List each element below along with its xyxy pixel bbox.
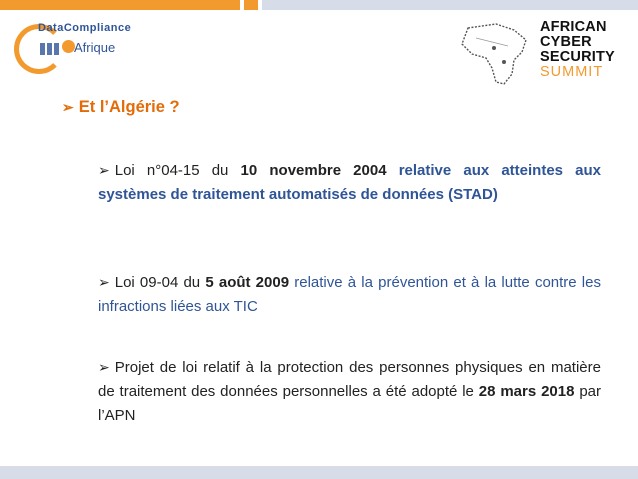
bullet-item-3 <box>98 355 601 428</box>
acs-line-african: AFRICAN <box>540 19 607 35</box>
african-cyber-security-summit-logo <box>456 18 632 90</box>
bullet-arrow-icon: ➢ <box>98 359 110 375</box>
bullet-arrow-icon: ➢ <box>62 99 74 115</box>
acs-line-security: SECURITY <box>540 49 615 65</box>
item3-text-a: Projet de loi relatif à la protection des personnes physiques en matière de traitement des données personnelles a été adopté le <box>98 359 601 400</box>
acs-line-summit: SUMMIT <box>540 64 604 80</box>
bullet-item-1 <box>98 158 601 207</box>
item2-text-b: relative à la prévention et à la lutte contre les infractions liées aux TIC <box>98 274 601 315</box>
acs-text <box>540 20 615 80</box>
item1-date: 10 novembre 2004 <box>240 162 387 179</box>
acs-line-cyber: CYBER <box>540 34 592 50</box>
bottom-decor-bar <box>0 466 638 479</box>
heading-text: Et l’Algérie ? <box>78 98 180 116</box>
bullet-arrow-icon: ➢ <box>98 162 110 178</box>
africa-map-icon <box>456 18 540 90</box>
item1-text-b: relative aux atteintes aux systèmes de traitement automatisés de données (STAD) <box>98 162 602 203</box>
item1-text-a: Loi n°04-15 du <box>114 162 241 179</box>
item2-date: 5 août 2009 <box>205 274 290 291</box>
top-bar-orange-small <box>244 0 258 10</box>
top-bar-orange <box>0 0 240 10</box>
datacompliance-logo <box>14 18 144 78</box>
item3-text-b: par l’APN <box>98 383 602 424</box>
bullet-item-2 <box>98 270 601 319</box>
slide-heading <box>62 98 180 117</box>
top-bar-gray <box>262 0 638 10</box>
logo-subtitle: Afrique <box>74 40 116 55</box>
item3-date: 28 mars 2018 <box>478 383 575 400</box>
top-decor-bar <box>0 0 638 10</box>
item2-text-a: Loi 09-04 du <box>114 274 206 291</box>
logo-title: DataCompliance <box>38 22 132 34</box>
bullet-arrow-icon: ➢ <box>98 274 110 290</box>
